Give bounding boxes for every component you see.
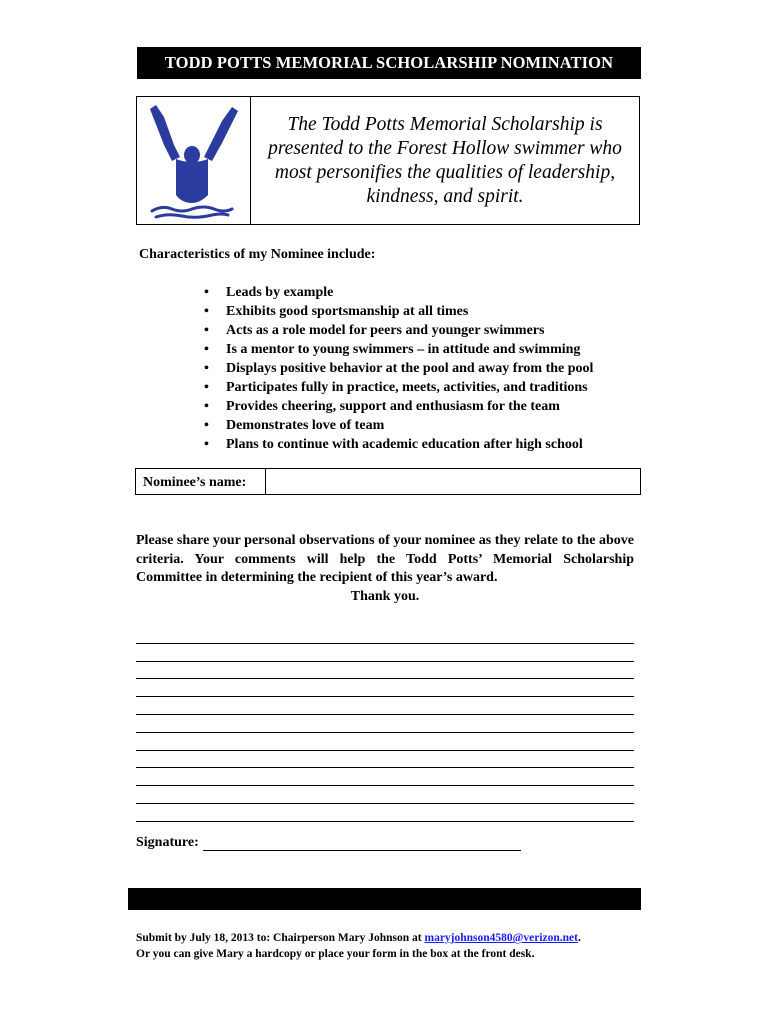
list-item: • Plans to continue with academic education after high school <box>204 437 583 452</box>
submit-instructions: Submit by July 18, 2013 to: Chairperson Mary Johnson at maryjohnson4580@verizon.net. <box>136 932 581 944</box>
intro-line: most personifies the qualities of leadership, <box>274 161 616 183</box>
observations-text: Please share your personal observations of your nominee as they relate to the above criteria. Your comments will help the Todd Potts’ Memorial Scholarship Committee in determining the recipient of this year’s award. <box>136 533 634 585</box>
intro-line: presented to the Forest Hollow swimmer who <box>268 137 622 159</box>
list-item: • Demonstrates love of team <box>204 418 385 433</box>
list-item: • Participates fully in practice, meets, activities, and traditions <box>204 380 588 395</box>
comment-line[interactable] <box>136 626 634 644</box>
submission-footer <box>136 930 581 962</box>
intro-line: The Todd Potts Memorial Scholarship is <box>287 113 603 135</box>
email-link[interactable]: maryjohnson4580@verizon.net <box>424 932 578 944</box>
intro-box <box>136 96 640 225</box>
observations-instructions <box>136 532 634 606</box>
comment-line[interactable] <box>136 662 634 680</box>
list-item: • Provides cheering, support and enthusiasm for the team <box>204 399 560 414</box>
signature-field[interactable] <box>203 836 521 851</box>
comment-line[interactable] <box>136 768 634 786</box>
list-item: • Exhibits good sportsmanship at all times <box>204 304 469 319</box>
comment-line[interactable] <box>136 679 634 697</box>
signature-label: Signature: <box>136 835 199 850</box>
characteristics-list <box>204 283 593 454</box>
thank-you-text: Thank you. <box>350 588 420 604</box>
list-item: • Leads by example <box>204 285 334 300</box>
signature-row <box>136 835 521 851</box>
nominee-name-field[interactable] <box>266 469 640 494</box>
logo-cell <box>137 97 251 224</box>
nominee-name-label: Nominee’s name: <box>136 469 266 494</box>
intro-text <box>251 97 639 224</box>
list-item: • Acts as a role model for peers and younger swimmers <box>204 323 545 338</box>
hardcopy-instructions: Or you can give Mary a hardcopy or place your form in the box at the front desk. <box>136 948 535 960</box>
comments-area[interactable] <box>136 626 634 822</box>
comment-line[interactable] <box>136 751 634 769</box>
characteristics-heading: Characteristics of my Nominee include: <box>139 247 376 262</box>
list-item: • Is a mentor to young swimmers – in attitude and swimming <box>204 342 581 357</box>
comment-line[interactable] <box>136 644 634 662</box>
divider-band <box>128 888 641 910</box>
intro-line: kindness, and spirit. <box>366 185 524 207</box>
comment-line[interactable] <box>136 715 634 733</box>
list-item: • Displays positive behavior at the pool and away from the pool <box>204 361 594 376</box>
swimmer-arms-raised-icon <box>142 99 246 223</box>
comment-line[interactable] <box>136 733 634 751</box>
form-title: TODD POTTS MEMORIAL SCHOLARSHIP NOMINATION <box>137 47 641 79</box>
comment-line[interactable] <box>136 804 634 822</box>
comment-line[interactable] <box>136 697 634 715</box>
comment-line[interactable] <box>136 786 634 804</box>
nominee-row <box>135 468 641 495</box>
